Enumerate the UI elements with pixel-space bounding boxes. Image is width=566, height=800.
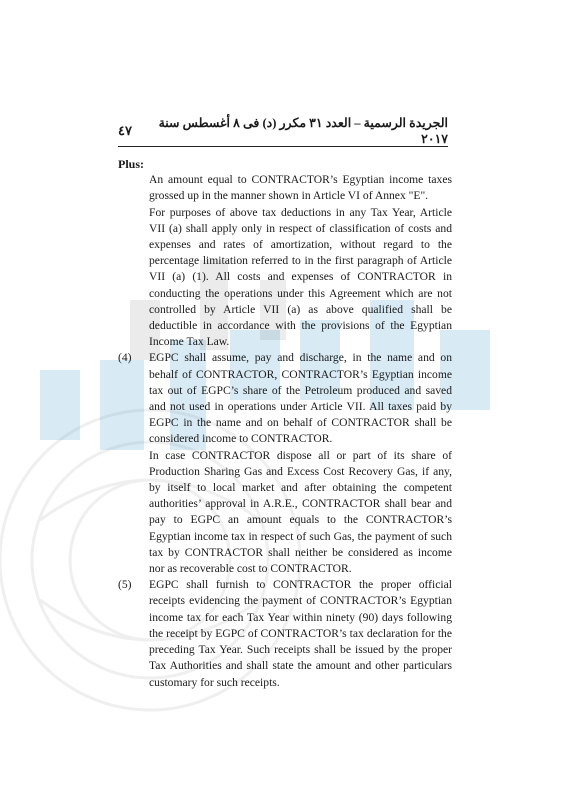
clause-body bbox=[149, 577, 452, 690]
plus-paragraph: An amount equal to CONTRACTOR’s Egyptian income taxes grossed up in the manner shown in Article VI of Annex "E". bbox=[149, 173, 452, 203]
plus-paragraph: For purposes of above tax deductions in any Tax Year, Article VII (a) shall apply only in respect of classification of costs and expenses and rates of amortization, without regard to the percentage limitation referred to in the first paragraph of Article VII (a) (1). All costs and expenses of CONTRACTOR in conducting the operations under this Agreement which are not controlled by Article VII (a) as above qualified shall be deductible in accordance with the provisions of the Egyptian Income Tax Law. bbox=[149, 205, 452, 349]
plus-section bbox=[118, 172, 452, 350]
clause-item bbox=[118, 350, 452, 577]
clause-number: (5) bbox=[118, 578, 132, 592]
plus-heading: Plus: bbox=[118, 157, 145, 171]
clause-paragraph: EGPC shall assume, pay and discharge, in the name and on behalf of CONTRACTOR, CONTRACTOR’s Egyptian income tax out of EGPC’s share of the Petroleum produced and saved and not used in operations under Article VII. All taxes paid by EGPC in the name and on behalf of CONTRACTOR shall be considered income to CONTRACTOR. bbox=[149, 351, 452, 446]
clause-paragraph: In case CONTRACTOR dispose all or part of its share of Production Sharing Gas and Excess Cost Recovery Gas, if any, by itself to local market and after obtaining the competent authorities’ approval in A.R.E., CONTRACTOR shall bear and pay to EGPC an amount equals to the CONTRACTOR’s Egyptian income tax in respect of such Gas, the payment of such tax by CONTRACTOR shall neither be considered as income nor as recoverable cost to CONTRACTOR. bbox=[149, 448, 452, 576]
clause-body bbox=[149, 350, 452, 577]
page-header bbox=[118, 116, 448, 147]
clause-number: (4) bbox=[118, 351, 132, 365]
document-body bbox=[118, 156, 452, 691]
clause-paragraph: EGPC shall furnish to CONTRACTOR the proper official receipts evidencing the payment of CONTRACTOR’s Egyptian income tax for each Tax Year within ninety (90) days following the receipt by EGPC of CONTRACTOR’s tax declaration for the preceding Tax Year. Such receipts shall be issued by the proper Tax Authorities and shall state the amount and other particulars customary for such receipts. bbox=[149, 578, 452, 689]
page-number: ٤٧ bbox=[118, 123, 132, 138]
clause-item bbox=[118, 577, 452, 690]
gazette-title: الجريدة الرسمية – العدد ٣١ مكرر (د) فى ٨ أغسطس سنة ٢٠١٧ bbox=[158, 116, 448, 146]
